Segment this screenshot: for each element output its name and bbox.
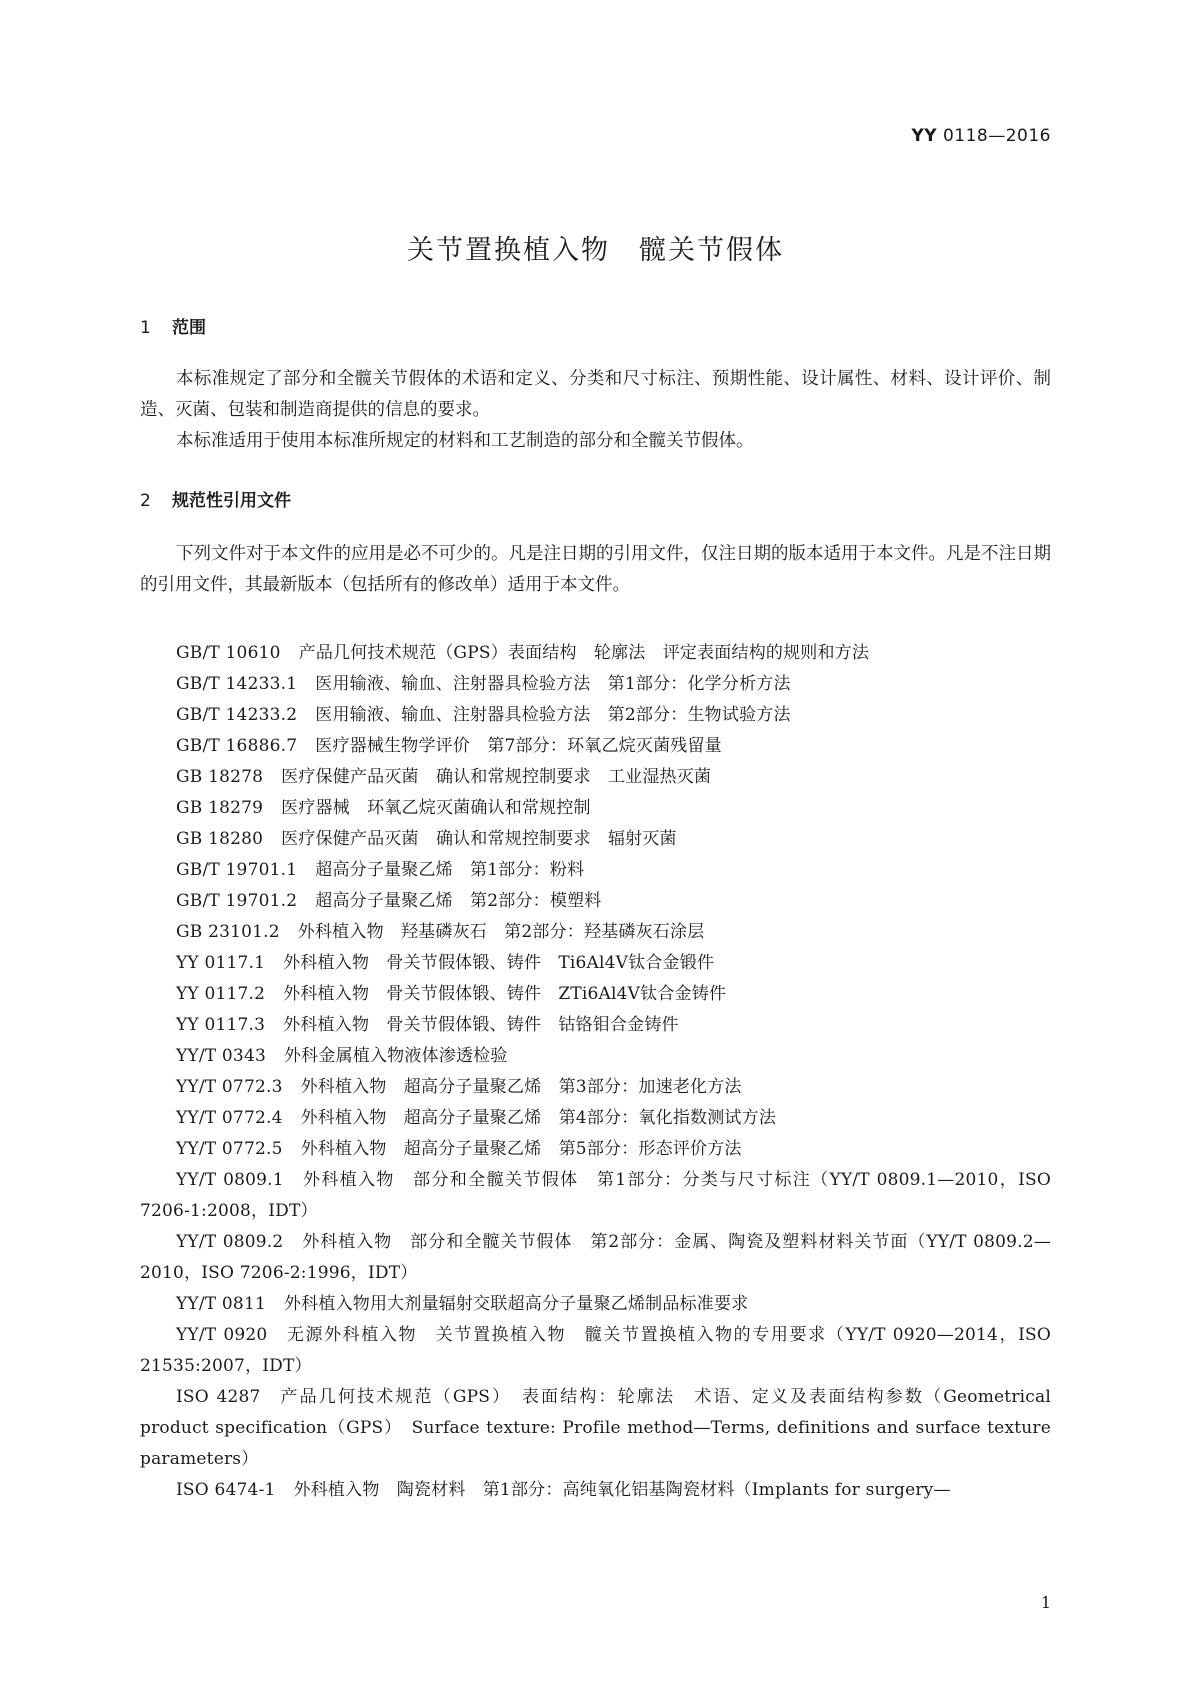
reference-item [140,762,1051,793]
reference-code: GB 18278 [176,767,264,787]
reference-code: GB/T 19701.1 [176,860,298,880]
reference-item [140,700,1051,731]
reference-title: 外科植入物 部分和全髋关节假体 第2部分：金属、陶瓷及塑料材料关节面（YY/T 0809.2—2010，ISO 7206-2:1996，IDT） [140,1232,1051,1283]
reference-title: 医疗保健产品灭菌 确认和常规控制要求 工业湿热灭菌 [281,767,712,787]
reference-code: YY/T 0811 [176,1294,266,1314]
scope-paragraph-2: 本标准适用于使用本标准所规定的材料和工艺制造的部分和全髋关节假体。 [176,431,754,451]
reference-item [140,1227,1051,1289]
reference-item [140,1320,1051,1382]
section-1-heading [140,313,206,338]
reference-code: GB/T 19701.2 [176,891,298,911]
reference-title: 外科植入物 超高分子量聚乙烯 第5部分：形态评价方法 [300,1139,742,1159]
reference-code: GB/T 14233.2 [176,705,298,725]
reference-code: GB/T 16886.7 [176,736,298,756]
reference-title: 超高分子量聚乙烯 第2部分：模塑料 [315,891,602,911]
reference-item [140,638,1051,669]
reference-title: 外科植入物 超高分子量聚乙烯 第4部分：氧化指数测试方法 [300,1108,777,1128]
section-number: 1 [140,318,151,338]
reference-title: 产品几何技术规范（GPS） 表面结构：轮廓法 术语、定义及表面结构参数（Geometrical product specification（GPS） Surface texture: Profile method—Terms, definitions and surface texture parameters） [140,1387,1051,1469]
reference-code: YY 0117.3 [176,1015,266,1035]
reference-title: 医用输液、输血、注射器具检验方法 第2部分：生物试验方法 [315,705,791,725]
reference-code: ISO 4287 [176,1387,261,1407]
reference-item [140,1289,1051,1320]
reference-item [140,855,1051,886]
reference-code: GB/T 14233.1 [176,674,298,694]
reference-code: GB 18280 [176,829,264,849]
reference-item [140,979,1051,1010]
reference-code: YY/T 0772.3 [176,1077,283,1097]
reference-item [140,1072,1051,1103]
reference-code: ISO 6474-1 [176,1480,276,1500]
reference-item [140,731,1051,762]
reference-title: 外科植入物 羟基磷灰石 第2部分：羟基磷灰石涂层 [297,922,705,942]
reference-item [140,824,1051,855]
reference-item [140,1475,1051,1506]
reference-item [140,1165,1051,1227]
reference-code: YY/T 0772.4 [176,1108,283,1128]
reference-title: 医疗器械 环氧乙烷灭菌确认和常规控制 [281,798,591,818]
reference-item [140,669,1051,700]
reference-title: 外科植入物 陶瓷材料 第1部分：高纯氧化铝基陶瓷材料（Implants for surgery— [293,1480,951,1500]
reference-title: 外科植入物 骨关节假体锻、铸件 ZTi6Al4V钛合金铸件 [283,984,727,1004]
reference-title: 医用输液、输血、注射器具检验方法 第1部分：化学分析方法 [315,674,791,694]
reference-title: 无源外科植入物 关节置换植入物 髋关节置换植入物的专用要求（YY/T 0920—2014，ISO 21535:2007，IDT） [140,1325,1051,1376]
section-title: 范围 [172,318,206,338]
reference-item [140,1010,1051,1041]
page-number: 1 [1040,1593,1051,1612]
reference-code: YY/T 0920 [176,1325,268,1345]
reference-item [140,793,1051,824]
reference-code: GB 18279 [176,798,264,818]
reference-title: 外科植入物 骨关节假体锻、铸件 钴铬钼合金铸件 [283,1015,679,1035]
reference-item [140,886,1051,917]
document-title: 关节置换植入物 髋关节假体 [407,235,784,266]
reference-item [140,1103,1051,1134]
reference-title: 医疗保健产品灭菌 确认和常规控制要求 辐射灭菌 [281,829,677,849]
reference-title: 医疗器械生物学评价 第7部分：环氧乙烷灭菌残留量 [315,736,722,756]
reference-item [140,948,1051,979]
reference-title: 外科植入物 超高分子量聚乙烯 第3部分：加速老化方法 [300,1077,742,1097]
reference-item [140,1382,1051,1475]
reference-code: YY/T 0772.5 [176,1139,283,1159]
standard-code [911,126,1051,146]
normative-intro-paragraph: 下列文件对于本文件的应用是必不可少的。凡是注日期的引用文件，仅注日期的版本适用于本文件。凡是不注日期的引用文件，其最新版本（包括所有的修改单）适用于本文件。 [140,544,1051,595]
reference-title: 超高分子量聚乙烯 第1部分：粉料 [315,860,585,880]
reference-code: YY 0117.1 [176,953,266,973]
standard-prefix: YY [911,126,938,146]
reference-list [140,638,1051,1506]
reference-code: YY 0117.2 [176,984,266,1004]
reference-title: 外科植入物用大剂量辐射交联超高分子量聚乙烯制品标准要求 [283,1294,749,1314]
reference-title: 产品几何技术规范（GPS）表面结构 轮廓法 评定表面结构的规则和方法 [298,643,870,663]
section-title: 规范性引用文件 [172,491,291,511]
section-2-heading [140,486,291,511]
reference-code: GB/T 10610 [176,643,281,663]
reference-item [140,917,1051,948]
reference-title: 外科植入物 部分和全髋关节假体 第1部分：分类与尺寸标注（YY/T 0809.1—2010，ISO 7206-1:2008，IDT） [140,1170,1051,1221]
reference-code: YY/T 0809.2 [176,1232,284,1252]
scope-paragraph-1: 本标准规定了部分和全髋关节假体的术语和定义、分类和尺寸标注、预期性能、设计属性、材料、设计评价、制造、灭菌、包装和制造商提供的信息的要求。 [140,369,1051,420]
reference-title: 外科植入物 骨关节假体锻、铸件 Ti6Al4V钛合金锻件 [283,953,715,973]
standard-number: 0118—2016 [942,126,1051,146]
reference-item [140,1134,1051,1165]
reference-code: YY/T 0809.1 [176,1170,284,1190]
reference-title: 外科金属植入物液体渗透检验 [283,1046,508,1066]
reference-code: GB 23101.2 [176,922,280,942]
reference-item [140,1041,1051,1072]
section-number: 2 [140,491,151,511]
reference-code: YY/T 0343 [176,1046,266,1066]
